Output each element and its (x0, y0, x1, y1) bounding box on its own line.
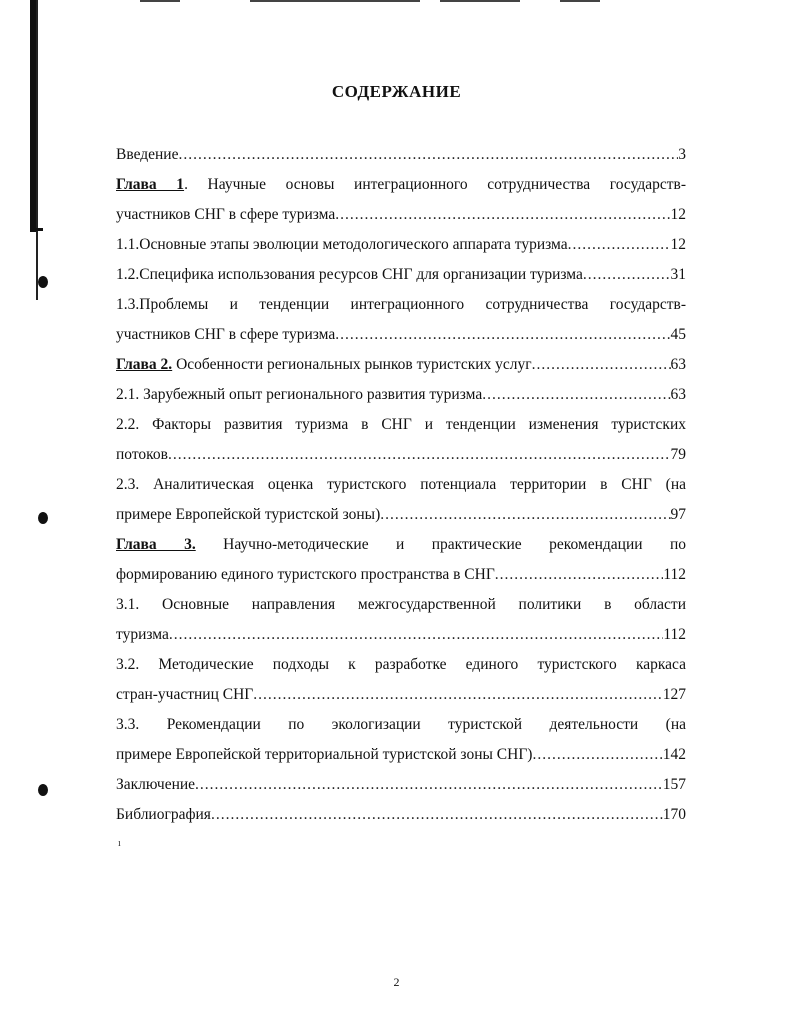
toc-entry-chapter-3-cont[interactable] (116, 560, 686, 590)
toc-page-number: 3 (678, 146, 686, 163)
toc-entry-text: . Научные основы интеграционного сотрудничества государств- (184, 176, 686, 193)
toc-page-number: 170 (662, 806, 686, 823)
toc-page-number: 79 (670, 446, 686, 463)
toc-page-number: 12 (670, 236, 686, 253)
page-number: 2 (393, 975, 400, 989)
toc-entry-conclusion[interactable] (116, 770, 686, 800)
leader-dots (532, 740, 662, 770)
toc-page-number: 157 (662, 776, 686, 793)
toc-entry-2-3-cont[interactable] (116, 500, 686, 530)
scan-top-mark (560, 0, 600, 2)
punch-hole (38, 784, 48, 796)
toc-entry-bibliography[interactable] (116, 800, 686, 830)
scan-top-mark (250, 0, 420, 2)
toc-entry-chapter-3[interactable] (116, 530, 686, 560)
toc-entry-1-1[interactable] (116, 230, 686, 260)
toc-page-number: 97 (670, 506, 686, 523)
toc-entry-text: Заключение (116, 776, 196, 793)
toc-page-number: 112 (663, 566, 686, 583)
stray-mark: ı (118, 838, 121, 849)
toc-entry-text: 1.2.Специфика использования ресурсов СНГ для организации туризма (116, 266, 583, 283)
scan-edge-line (36, 0, 38, 300)
chapter-label: Глава 1 (116, 176, 185, 193)
scan-top-mark (140, 0, 180, 2)
toc-page-number: 112 (663, 626, 686, 643)
toc-entry-1-3-cont[interactable] (116, 320, 686, 350)
leader-dots (568, 230, 671, 260)
toc-entry-text: 1.1.Основные этапы эволюции методологического аппарата туризма (116, 236, 568, 253)
toc-entry-3-2-cont[interactable] (116, 680, 686, 710)
toc-page-number: 63 (670, 356, 686, 373)
chapter-label: Глава 3. (116, 536, 196, 553)
toc-page-number: 142 (662, 746, 686, 763)
toc-entry-text: Библиография (116, 806, 211, 823)
toc-entry-text: Особенности региональных рынков туристских услуг (172, 356, 532, 373)
toc-entry-3-2[interactable]: 3.2. Методические подходы к разработке единого туристского каркаса (116, 656, 686, 673)
toc-entry-text: формированию единого туристского пространства в СНГ (116, 566, 495, 583)
toc-page-number: 45 (670, 326, 686, 343)
toc-entry-text: участников СНГ в сфере туризма (116, 206, 336, 223)
leader-dots (168, 440, 671, 470)
leader-dots (583, 260, 671, 290)
toc-entry-3-3-cont[interactable] (116, 740, 686, 770)
table-of-contents (116, 140, 686, 830)
toc-entry-3-3[interactable]: 3.3. Рекомендации по экологизации туристской деятельности (на (116, 716, 686, 733)
toc-entry-chapter-1[interactable] (116, 170, 686, 200)
punch-hole (38, 276, 48, 288)
scan-tick (33, 228, 43, 231)
leader-dots (482, 380, 670, 410)
toc-entry-1-3[interactable]: 1.3.Проблемы и тенденции интеграционного сотрудничества государств- (116, 296, 686, 313)
toc-page-number: 127 (662, 686, 686, 703)
toc-entry-text: Научно-методические и практические рекомендации по (195, 536, 686, 553)
toc-page-number: 31 (670, 266, 686, 283)
leader-dots (178, 140, 678, 170)
toc-entry-chapter-1-cont[interactable] (116, 200, 686, 230)
scan-top-mark (440, 0, 520, 2)
toc-entry-text: примере Европейской территориальной туристской зоны СНГ) (116, 746, 533, 763)
leader-dots (335, 320, 670, 350)
toc-entry-text: Введение (116, 146, 179, 163)
toc-page-number: 12 (670, 206, 686, 223)
toc-entry-text: потоков (116, 446, 168, 463)
toc-entry-2-3[interactable]: 2.3. Аналитическая оценка туристского потенциала территории в СНГ (на (116, 476, 686, 493)
toc-entry-text: стран-участниц СНГ (116, 686, 254, 703)
leader-dots (335, 200, 670, 230)
leader-dots (495, 560, 664, 590)
leader-dots (211, 800, 663, 830)
toc-entry-3-1[interactable]: 3.1. Основные направления межгосударственной политики в области (116, 596, 686, 613)
toc-entry-1-2[interactable] (116, 260, 686, 290)
leader-dots (532, 350, 671, 380)
leader-dots (169, 620, 663, 650)
toc-entry-text: примере Европейской туристской зоны) (116, 506, 381, 523)
page-title: СОДЕРЖАНИЕ (331, 82, 462, 101)
toc-entry-2-2-cont[interactable] (116, 440, 686, 470)
toc-entry-2-2[interactable]: 2.2. Факторы развития туризма в СНГ и тенденции изменения туристских (116, 416, 686, 433)
chapter-label: Глава 2. (116, 356, 173, 373)
leader-dots (380, 500, 670, 530)
leader-dots (253, 680, 662, 710)
punch-hole (38, 512, 48, 524)
toc-entry-text: 2.1. Зарубежный опыт регионального развития туризма (116, 386, 483, 403)
toc-page-number: 63 (670, 386, 686, 403)
toc-entry-text: участников СНГ в сфере туризма (116, 326, 336, 343)
leader-dots (195, 770, 663, 800)
toc-entry-chapter-2[interactable] (116, 350, 686, 380)
toc-entry-3-1-cont[interactable] (116, 620, 686, 650)
toc-entry-text: туризма (116, 626, 169, 643)
toc-entry-2-1[interactable] (116, 380, 686, 410)
toc-entry-introduction[interactable] (116, 140, 686, 170)
